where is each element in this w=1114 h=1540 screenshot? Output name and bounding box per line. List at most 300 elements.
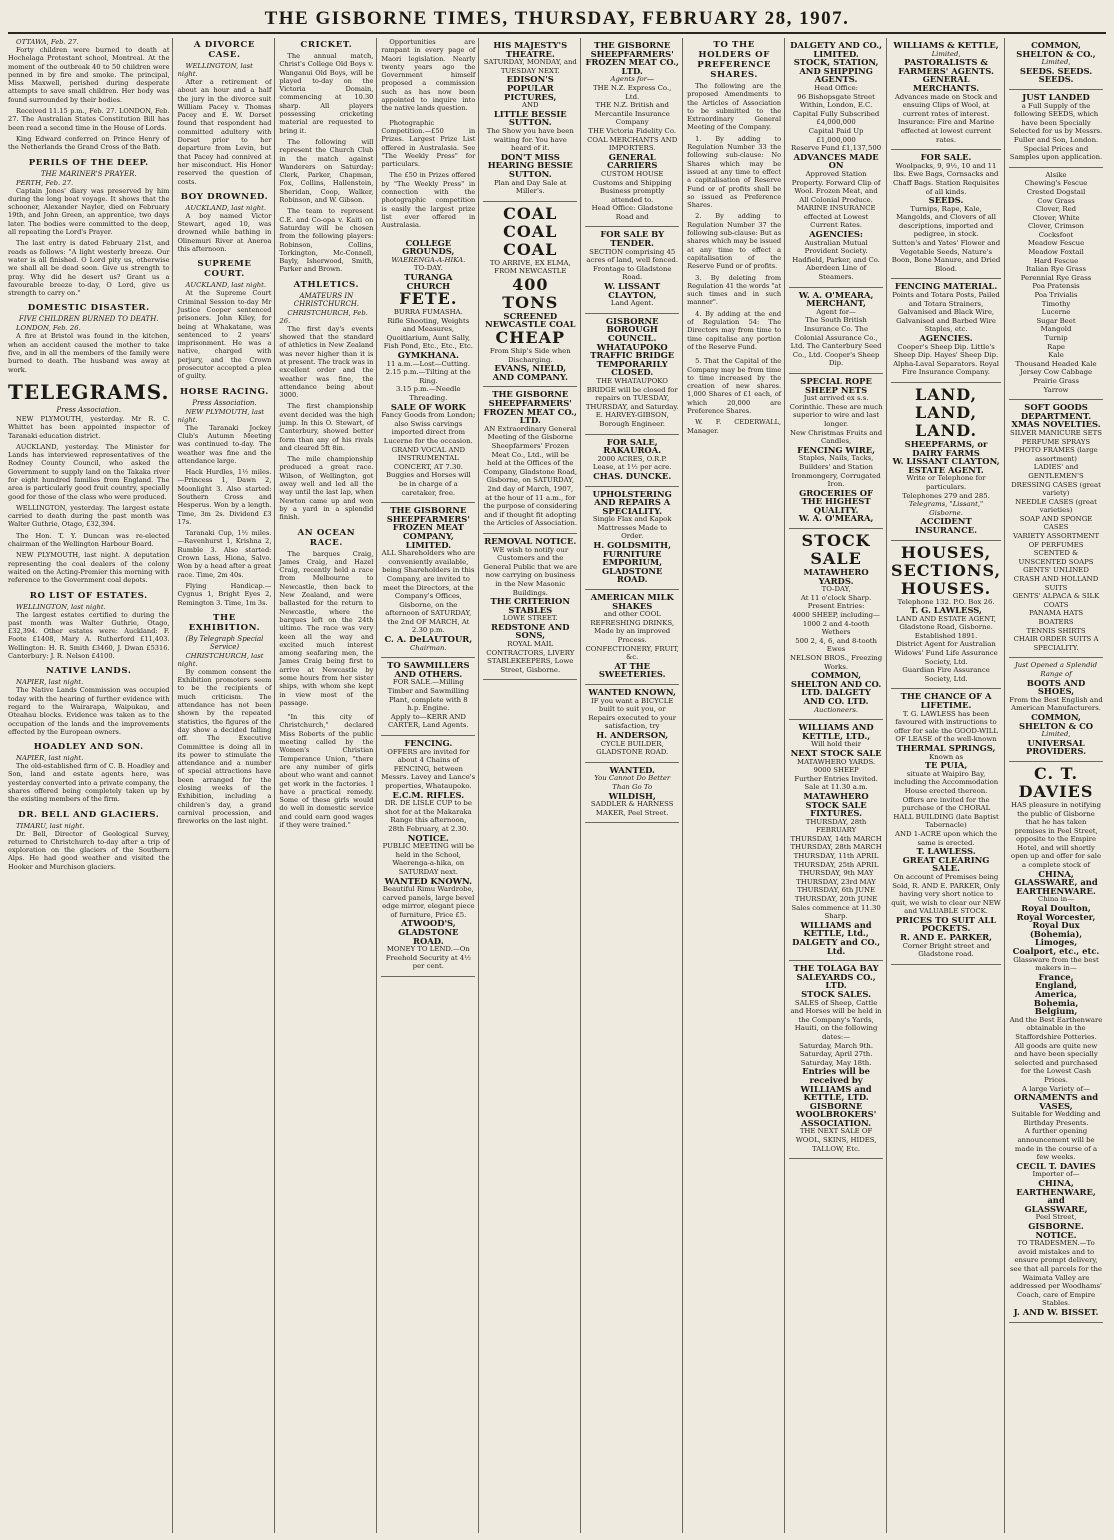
article	[687, 40, 781, 351]
advertisement-line: Just arrived ex s.s. Corinthic. These are much superior to wire and last longer.	[789, 394, 883, 428]
article-body	[279, 52, 373, 274]
article-body	[279, 550, 373, 708]
advertisement-line: SEEDS. SEEDS. SEEDS.	[1019, 65, 1093, 85]
advertisement-line: THE TOLAGA BAY SALEYARDS CO., LTD.	[793, 963, 879, 991]
article-paragraph: The following will represent the Church Club in the match against Wanderers on Saturday: Clerk, Parker, Chapman, Fox, Collins, Hallenstein, Sheridan, Coop, Walker, Robinson, and W. Gibson.	[279, 137, 374, 205]
advertisement-line: OFFERS are invited for about 4 Chains of FENCING, between Messrs. Lavey and Lance's properties, Whataupoko.	[381, 747, 476, 790]
advertisement-line: TO TRADESMEN.—To avoid mistakes and to ensure prompt delivery, see that all parcels for the Waimata Valley are addressed per Woodhams' Coach, care of Empire Stables.	[1010, 1239, 1103, 1308]
article-body	[177, 424, 271, 607]
advertisement-line: Royal Worcester,	[1016, 911, 1096, 922]
article-subheading: Press Association.	[192, 398, 257, 407]
advertisement-line: THE GISBORNE SHEEPFARMERS' FROZEN MEAT COMPANY, LIMITED.	[386, 505, 470, 550]
article-heading: HORSE RACING.	[180, 386, 269, 397]
advertisement	[1009, 762, 1103, 1323]
article-paragraph: The first day's events showed that the standard of athletics in New Zealand was never higher than it is at present. The track was in excellent order and the weather was fine, the attendance being about 3000.	[279, 324, 374, 400]
article-paragraph: NEW PLYMOUTH, yesterday. Mr R. C. Whittet has been appointed inspector of Taranaki education district.	[8, 414, 170, 440]
advertisement-line: Saturday, April 27th.	[799, 1050, 873, 1059]
advertisement-line: and other COOL REFRESHING DRINKS, Made by an improved Process.	[590, 610, 675, 644]
advertisement-line: AGENCIES:	[809, 229, 863, 240]
column-10	[1009, 38, 1106, 1533]
article-body	[8, 415, 169, 585]
advertisement-line: LAND AND ESTATE AGENT, Gladstone Road, Gisborne. Established 1891.	[896, 614, 996, 640]
advertisement-line: GISBORNE.	[1028, 1221, 1084, 1231]
advertisement-line: NEXT STOCK SALE	[790, 747, 882, 758]
advertisement-line: AGENCIES.	[919, 333, 973, 343]
advertisement-line: SCREENED NEWCASTLE COAL	[485, 310, 576, 330]
advertisement-line: GISBORNE WOOLBROKERS' ASSOCIATION.	[795, 1100, 877, 1128]
advertisement-line: BURRA FUMASHA.	[393, 308, 463, 317]
advertisement-line: TO SAWMILLERS AND OTHERS.	[387, 660, 470, 679]
advertisement-line: TO-DAY,	[821, 585, 851, 594]
advertisement-line: Approved Station Property. Forward Clip of Wool. Frozen Meat, and All Colonial Produce.	[791, 169, 881, 204]
advertisement-line: E.C.M. RIFLES.	[392, 789, 465, 800]
advertisement-line: FETE.	[399, 289, 458, 309]
advertisement-line: THE CRITERION STABLES	[490, 596, 570, 615]
advertisement-line: WANTED KNOWN.	[384, 875, 473, 886]
advertisement-line: Known as	[929, 752, 963, 761]
advertisement-line: 9000 SHEEP	[813, 766, 859, 775]
advertisement-line: MATAWHERO YARDS.	[803, 567, 869, 586]
advertisement-line: 96 Bishopsgate Street Within, London, E.C.	[797, 92, 875, 110]
advertisement-line: W. A. O'MEARA,	[798, 513, 874, 524]
article	[687, 357, 781, 435]
article-dateline: WELLINGTON, last night.	[177, 62, 253, 78]
advertisement-line: MERCHANT,	[806, 298, 866, 309]
advertisement-line: From the Best English and American Manufacturers.	[1009, 695, 1103, 713]
advertisement-line: MATAWHERO YARDS.	[797, 757, 876, 766]
advertisement-line: NEEDLE CASES (great varieties)	[1015, 497, 1097, 515]
advertisement-line: EARTHENWARE, and	[1016, 1186, 1096, 1206]
seed-list-item: Mangold	[1040, 325, 1072, 334]
article-subheading: THE MARINER'S PRAYER.	[40, 169, 137, 178]
article-body	[8, 611, 169, 661]
seed-list-item: Yarrow	[1043, 385, 1069, 394]
seed-list-item: Prairie Grass	[1033, 376, 1080, 385]
advertisement-line: FENCING MATERIAL.	[894, 281, 998, 292]
article-body	[8, 762, 169, 803]
article	[177, 259, 271, 380]
advertisement-line: UNIVERSAL PROVIDERS.	[1025, 737, 1087, 757]
advertisement-line: BOOTS AND SHOES,	[1026, 677, 1086, 697]
seed-list-item: Turnip	[1044, 334, 1068, 342]
advertisement-line: CHINA,	[1038, 868, 1074, 879]
advertisement-line: New Christmas Fruits and Candles,	[789, 428, 883, 446]
newspaper-title: THE GISBORNE TIMES, THURSDAY, FEBRUARY 28, 1907.	[264, 8, 850, 29]
article-body	[8, 830, 169, 871]
article	[8, 303, 169, 373]
article-dateline: NAPIER, last night.	[16, 754, 84, 763]
advertisement-line: THURSDAY, 11th APRIL	[793, 852, 879, 861]
advertisement-line: England,	[1035, 980, 1077, 991]
article-paragraph: The mile championship produced a great race. Wilson, of Wellington, got away well and led all the way until the last lap, when Newton came up and won by a yard in a splendid finish.	[279, 455, 374, 522]
article-body	[8, 332, 169, 373]
advertisement-line: E. HARVEY-GIBSON, Borough Engineer.	[595, 411, 669, 428]
advertisement-line: T. LAWLESS.	[916, 846, 976, 857]
advertisement-line: SEEDS.	[928, 195, 964, 206]
article	[177, 387, 271, 607]
advertisement-line: LADIES' and GENTLEMEN'S DRESSING CASES (great variety)	[1011, 463, 1101, 498]
article-body	[8, 686, 169, 736]
article-paragraph: W. F. CEDERWALL, Manager.	[687, 418, 782, 435]
advertisement-line: ESTATE AGENT.	[908, 464, 984, 475]
advertisement-line: Staples, Nails, Tacks, Builders' and Station Ironmongery, Corrugated Iron.	[791, 454, 881, 489]
advertisement-line: On account of Premises being Sold, R. AND E. PARKER, Only having very short notice to quit, we wish to clear our NEW and VALUABLE STOCK.	[891, 872, 1001, 916]
advertisement-line: Turnips, Rape, Kale, Mangolds, and Clovers of all descriptions, imported and pedigree, in stock.	[896, 204, 996, 239]
advertisement-line: THURSDAY, 28th MARCH	[790, 843, 882, 852]
article-body	[177, 212, 271, 253]
article-heading: CRICKET.	[300, 40, 353, 50]
advertisement-line: PRICES TO SUIT ALL POCKETS.	[895, 914, 997, 934]
advertisement-line: FOR SALE BY TENDER.	[600, 229, 665, 249]
advertisement-line: Sales commence at 11.30 Sharp.	[791, 903, 881, 921]
article-paragraph: At the Supreme Court Criminal Session to-day Mr Justice Cooper sentenced prisoners. John Kiley, for being at Whakatane, was sentenced to 2 years' imprisonment. He was a native, charged with perjury, and the Crown prosecutor accepted a plea of guilty.	[177, 289, 272, 381]
advertisement-line: Telephones 279 and 285.	[902, 491, 990, 500]
advertisement-line: Saturday, May 18th.	[800, 1058, 872, 1067]
article-body	[8, 187, 169, 298]
advertisement-line: WILLIAMS & KETTLE,	[893, 40, 999, 50]
advertisement-line: REMOVAL NOTICE.	[484, 535, 577, 546]
advertisement-line: WHATAUPOKO TRAFFIC BRIDGE	[590, 341, 675, 361]
seed-list-item: Italian Rye Grass	[1026, 265, 1086, 274]
seed-list-item: Clover, Red	[1035, 205, 1077, 214]
advertisement-line: COMMON, SHELTON & CO.,	[1016, 40, 1096, 59]
article	[8, 666, 169, 736]
advertisement-line: 1000 2 and 4-tooth Wethers	[802, 619, 870, 637]
advertisement-line: BOATERS	[1038, 618, 1074, 626]
advertisement-line: Royal Dux (Bohemia),	[1029, 920, 1083, 939]
advertisement-line: THERMAL SPRINGS,	[896, 743, 996, 753]
advertisement	[891, 541, 1001, 690]
advertisement	[891, 383, 1001, 541]
advertisement-line: DALGETY AND CO., LIMITED.	[790, 40, 883, 59]
advertisement	[789, 529, 883, 720]
article-paragraph: The last entry is dated February 21st, and reads as follows: "A light westerly breeze. Our water is all finished. O Lord pity us, otherwise we shall all be dead soon. Give us strength to pray. Why did he desert us? Grant us a favourable breeze to-day, O Lord, give us strength to carry on."	[8, 239, 170, 298]
advertisement-line: CUSTOM HOUSE Customs and Shipping Business promptly attended to.	[592, 169, 672, 204]
advertisement-line: The South British Insurance Co. The Colonial Assurance Co., Ltd. The Canterbury Seed Co., Ltd. Cooper's Sheep Dip.	[790, 316, 882, 368]
advertisement-line: THURSDAY, 20th JUNE	[794, 895, 878, 904]
advertisement-line: WAERENGA-A-HIKA.	[391, 255, 466, 264]
advertisement-line: NOTICE.	[1035, 1229, 1077, 1240]
advertisement-line: PERFUME SPRAYS	[1021, 437, 1091, 446]
advertisement-line: COLLEGE GROUNDS,	[402, 237, 455, 257]
advertisement-line: Advances made on Stock and ensuing Clips of Wool, at current rates of interest.	[894, 92, 998, 118]
article-dateline: OTTAWA, Feb. 27.	[16, 38, 79, 46]
advertisement-line: HAS pleasure in notifying the public of Gisborne that he has taken premises in Peel Street, opposite to the Empire Hotel, and will shortly open up and offer for sale a complete stock of	[1010, 800, 1102, 870]
advertisement-line: SILVER MANICURE SETS	[1010, 428, 1102, 437]
advertisement-line: PHOTO FRAMES (large assortment)	[1014, 446, 1098, 463]
advertisement-line: Royal Doulton,	[1021, 903, 1091, 914]
article-subheading: AMATEURS IN CHRISTCHURCH.	[293, 291, 360, 308]
advertisement-line: HOUSES,	[900, 542, 992, 562]
advertisement-line: GENERAL MERCHANTS.	[912, 74, 980, 93]
advertisement-line: CHINA,	[1038, 1178, 1074, 1189]
article-body	[687, 82, 781, 351]
advertisement-line: Head Office: Gladstone Road and	[591, 204, 673, 221]
advertisement-line: Telegrams, "Lissant," Gisborne.	[908, 500, 984, 517]
advertisement-line: ORNAMENTS and VASES,	[1013, 1092, 1099, 1111]
advertisement-line: THURSDAY, 6th JUNE	[797, 886, 876, 895]
advertisement-line: T. G. LAWLESS,	[910, 605, 982, 616]
seed-list-item: Rape	[1047, 342, 1065, 351]
article-paragraph: WELLINGTON, yesterday. The largest estate carried to death during the past month was Walter Guthrie, Otago, £32,394.	[8, 503, 170, 529]
advertisement-line: THE Victoria Fidelity Co.	[588, 126, 677, 135]
article	[279, 40, 373, 274]
advertisement-line: W. LISSANT CLAYTON,	[892, 456, 1000, 467]
advertisement-line: TEMPORARILY CLOSED.	[596, 358, 668, 378]
advertisement	[381, 503, 475, 658]
advertisement-line: Just Opened a Splendid Range of	[1014, 661, 1098, 678]
article-paragraph: A fire at Bristol was found in the kitchen, when an accident caused the mother to take five, and in all the members of the family were burned to death. The husband was away at work.	[8, 332, 170, 374]
advertisement-line: Reserve Fund £1,137,500	[791, 144, 882, 153]
advertisement-line: COAL	[503, 203, 558, 223]
article-paragraph: Hack Hurdles, 1½ miles.—Princess 1, Dawn 2, Moonlight 3. Also started: Southern Cross and Hesperus. Won by a length. Time, 3m 2s. Dividend £3 17s.	[177, 468, 272, 526]
advertisement-line: Beautiful Rimu Wardrobe, carved panels, large bevel edge mirror, elegant piece of furniture, Price £5.	[382, 885, 475, 919]
advertisement-line: GYMKHANA.	[397, 350, 459, 361]
advertisement-line: IF you want a BICYCLE built to suit you, or Repairs executed to your satisfaction, try	[588, 696, 677, 731]
advertisement-line: SOAP AND SPONGE CASES	[1019, 514, 1093, 532]
seed-list-item: Poa Trivialis	[1034, 291, 1078, 300]
seed-list-item: Lucerne	[1041, 308, 1071, 317]
advertisement	[381, 236, 475, 504]
article-paragraph: Taranaki Cup, 1½ miles.—Ravenhurst 1, Krishna 2, Rumble 3. Also started: Crown Lass, Hiona, Salvo. Won by a head after a great race. Time, 2m 40s.	[177, 529, 272, 579]
article-heading: DR. BELL AND GLACIERS.	[18, 809, 160, 820]
article-heading: SUPREME COURT.	[197, 259, 252, 280]
advertisement-line: America,	[1035, 988, 1077, 999]
article-heading: PERILS OF THE DEEP.	[28, 157, 149, 168]
advertisement-line: Points and Totara Posts, Pailed and Totara Strainers, Galvanised and Black Wire, Galvanised and Barbed Wire Staples, etc.	[892, 291, 1000, 334]
advertisement	[585, 685, 679, 763]
advertisement-line: THURSDAY, 14th MARCH	[790, 834, 882, 843]
advertisement-line: THE GISBORNE SHEEPFARMERS' FROZEN MEAT CO., LTD.	[483, 389, 577, 426]
advertisement-line: HOUSES.	[900, 578, 992, 598]
advertisement-line: W. LISSANT CLAYTON,	[604, 281, 661, 300]
article	[177, 40, 271, 186]
article-heading: A DIVORCE CASE.	[193, 40, 255, 60]
advertisement-line: Peel Street,	[1035, 1213, 1077, 1222]
advertisement-line: 400 TONS	[502, 274, 559, 312]
advertisement-line: CYCLE BUILDER, GLADSTONE ROAD.	[596, 739, 669, 757]
advertisement-line: TENNIS SHIRTS	[1026, 626, 1086, 635]
advertisement-line: NOTICE.	[407, 832, 449, 843]
advertisement-line: GROCERIES OF THE HIGHEST QUALITY.	[799, 487, 874, 515]
advertisement-line: HIS MAJESTY'S THEATRE.	[493, 40, 568, 59]
article-dateline: NEW PLYMOUTH, last night.	[177, 407, 265, 424]
advertisement-line: Glassware from the best makers in—	[1013, 955, 1099, 973]
advertisement-line: SECTION comprising 45 acres of land, well fenced. Frontage to Gladstone Road.	[586, 247, 679, 282]
advertisement-line: CHAS. DUNCKE.	[593, 470, 672, 481]
advertisement-line: Agents for—	[610, 75, 654, 84]
seed-list-item: Chewing's Fescue	[1024, 179, 1088, 188]
seed-list-item: Perennial Rye Grass	[1020, 273, 1092, 282]
advertisement-line: 500 2, 4, 6, and 8-tooth Ewes	[795, 636, 877, 654]
advertisement-line: C. T. DAVIES	[1018, 763, 1094, 801]
article	[279, 713, 373, 829]
advertisement-line: H. GOLDSMITH, FURNITURE EMPORIUM, GLADSTONE ROAD.	[593, 540, 672, 585]
advertisement	[789, 288, 883, 374]
advertisement-line: The Show you have been waiting for. You have heard of it.	[486, 126, 574, 153]
article-heading: RO LIST OF ESTATES.	[29, 590, 148, 601]
advertisement-line: GLASSWARE,	[1024, 1203, 1088, 1214]
advertisement	[483, 202, 577, 388]
article-heading: ATHLETICS.	[293, 279, 360, 290]
advertisement-line: All goods are quite new and have been specially selected and purchased for the Lowest Cash Prices.	[1014, 1041, 1098, 1084]
article	[8, 380, 169, 585]
advertisement-line: Telephone 132. P.O. Box 26.	[897, 597, 995, 606]
seed-list-item: Clover, White	[1032, 213, 1080, 222]
advertisement	[381, 658, 475, 736]
seed-list-item: Kale	[1048, 351, 1064, 360]
article-paragraph: 2. By adding to Regulation Number 37 the following sub-clause: But as shares which may be issued at any time to effect a capitalisation of the Reserve Fund or of profits.	[687, 212, 782, 271]
advertisement-line: THURSDAY, 23rd MAY	[796, 877, 876, 886]
advertisement-line: THE GISBORNE SHEEPFARMERS' FROZEN MEAT CO., LTD.	[585, 40, 679, 76]
advertisement-line: 2000 ACRES, O.R.P. Lease, at 1½ per acre.	[592, 454, 672, 472]
seed-list-item: Sugar Beet	[1036, 316, 1076, 325]
advertisement-line: THURSDAY, 9th MAY	[798, 869, 874, 878]
advertisement-line: LITTLE BESSIE SUTTON.	[493, 108, 567, 128]
advertisement-line: EVANS, NIELD, AND COMPANY.	[492, 363, 568, 382]
article-paragraph: The following are the proposed Amendments to the Articles of Association to be submitted to the Extraordinary General Meeting of the Company.	[687, 82, 782, 132]
advertisement-line: Woolpacks, 9, 9½, 10 and 11 lbs. Ewe Bags, Cornsacks and Chaff Bags. Station Requisites of all kinds.	[892, 161, 1000, 196]
advertisement-line: Saturday, March 9th.	[799, 1041, 874, 1050]
article-dateline: LONDON, Feb. 26.	[16, 324, 81, 333]
advertisement-line: 3.15 p.m.—Needle Threading.	[396, 385, 461, 403]
columns	[8, 38, 1106, 1533]
advertisement-line: CECIL T. DAVIES	[1016, 1160, 1096, 1171]
advertisement-line: COMMON, SHELTON AND CO. LTD. DALGETY AND CO. LTD.	[790, 670, 882, 706]
article-paragraph: The first championship event decided was the high jump. In this O. Stewart, of Canterbury, showed better form than any of his rivals and cleared 5ft 8in.	[279, 402, 374, 452]
article	[8, 810, 169, 871]
article-dateline: CHRISTCHURCH, last night.	[177, 651, 264, 668]
article-heading: HOADLEY AND SON.	[33, 742, 144, 753]
article-heading: DOMESTIC DISASTER.	[27, 303, 150, 314]
article-dateline: NAPIER, last night.	[16, 678, 84, 687]
advertisement	[585, 227, 679, 313]
article-dateline: AUCKLAND, last night.	[185, 203, 267, 212]
advertisement-line: FENCING WIRE,	[797, 444, 876, 455]
seed-list-item: Cow Grass	[1037, 196, 1075, 205]
advertisement	[483, 534, 577, 681]
advertisement-line: AT THE SWEETERIES.	[598, 660, 666, 680]
advertisement-line: ALL Shareholders who are conveniently available, being Shareholders in this Company, are invited to meet the Directors, at the Company's Offices, Gisborne, on the afternoon of SATURDAY, the 2nd OF MARCH, At 2.30 p.m.	[381, 549, 476, 635]
advertisement-line: Apply to—KERR AND CARTER, Land Agents.	[388, 712, 469, 730]
article-dateline: PERTH, Feb. 27.	[16, 178, 74, 187]
advertisement-line: WANTED.	[609, 764, 655, 775]
article-body	[279, 713, 373, 829]
seed-list-item: Meadow Fescue	[1027, 239, 1085, 248]
article-paragraph: The Native Lands Commission was occupied today with the hearing of further evidence with regard to the Wairarapa, Waipukau, and Oteahau blocks. Evidence was taken as to the occupation of the lands and the improvements effected by the European owners.	[8, 686, 170, 736]
advertisement-line: GENERAL CARRIERS	[607, 151, 658, 171]
column-1	[8, 38, 173, 1533]
advertisement-line: J. AND W. BISSET.	[1013, 1306, 1099, 1317]
advertisement-line: H. ANDERSON,	[596, 729, 669, 740]
advertisement	[585, 435, 679, 487]
article-paragraph: By common consent the Exhibition promoters seem to be the recipients of much criticism. The attendance has not been shown by the repeated statistics, the figures of the day show a decided falling off. The Executive Committee is doing all in its power to stimulate the attendance and a number of special attractions have been arranged for the closing weeks of the Exhibition, including a children's day, a grand carnival procession, and fireworks on the last night.	[177, 667, 272, 826]
advertisement	[789, 38, 883, 288]
seed-list-item: Poa Pratensis	[1032, 282, 1080, 291]
advertisement-line: Limoges,	[1034, 937, 1078, 948]
article-dateline: TIMARU, last night.	[16, 821, 85, 830]
advertisement-line: MARINE INSURANCE effected at Lowest Current Rates.	[796, 204, 876, 230]
advertisement-line: ACCIDENT INSURANCE.	[915, 516, 978, 535]
advertisement	[381, 736, 475, 977]
advertisement-line: SALE OF WORK	[390, 401, 466, 412]
advertisement-line: situate at Waipiro Bay, including the Accommodation House erected thereon.	[893, 769, 999, 795]
column-9	[891, 38, 1005, 1533]
advertisement	[891, 150, 1001, 279]
advertisement-line: SALES of Sheep, Cattle and Horses will be held in the Company's Yards, Hauiti, on the following dates:—	[790, 998, 882, 1041]
article-paragraph: Photographic Competition.—£50 in Prizes. Largest Prize List offered in Australasia. See "The Weekly Press" for particulars.	[381, 118, 476, 169]
advertisement-line: Fancy Goods from London; also Swiss carvings imported direct from Lucerne for the occasion.	[381, 411, 476, 445]
column-7	[687, 38, 785, 1533]
article-paragraph: 5. That the Capital of the Company may be from time to time increased by the creation of new shares. 1,000 Shares of £1 each, of which 20,000 are Preference Shares.	[687, 357, 782, 415]
article-paragraph: The Taranaki Jockey Club's Autumn Meeting was continued to-day. The weather was fine and the attendance large.	[177, 423, 272, 465]
advertisement-line: Belgium,	[1034, 1006, 1078, 1017]
advertisement-line: Land Agent.	[610, 299, 654, 308]
article-paragraph: The largest estates certified to during the past month was Walter Guthrie, Otago, £32,394. Other estates were: Auckland: F. Foote £1408, Mary A. Rutherford £11,403. Wellington: H. R. Smith £3460, J. Dwan £5316. Canterbury: J. R. Nelson £4100.	[8, 610, 170, 661]
article	[8, 591, 169, 661]
advertisement-line: You Cannot Do Better Than Go To	[594, 774, 671, 791]
advertisement	[585, 487, 679, 591]
advertisement-line: Special Prices and Samples upon application.	[1009, 144, 1103, 162]
advertisement-line: And the Best Earthenware obtainable in the Staffordshire Potteries.	[1009, 1015, 1103, 1041]
advertisement-line: PANAMA HATS	[1028, 609, 1084, 618]
advertisement-line: VARIETY ASSORTMENT OF PERFUMES	[1012, 532, 1100, 549]
advertisement-line: GENTS' UNLINED CRASH AND HOLLAND SUITS	[1013, 566, 1099, 592]
advertisement	[1009, 658, 1103, 762]
seed-list	[1009, 168, 1103, 400]
article-paragraph: Forty children were burned to death at Hochelaga Protestant school, Montreal. At the moment of the outbreak 40 to 50 children were penned in by fire and smoke. The principal, Miss Maxwell, perished during desperate attempts to save small children. Her body was found surrounded by their bodies.	[8, 46, 170, 104]
advertisement-line: CONFECTIONERY, FRUIT, &c.	[585, 644, 679, 662]
advertisement	[585, 38, 679, 227]
advertisement-line: At 11 o'clock Sharp.	[800, 593, 872, 602]
article-paragraph: AUCKLAND, yesterday. The Minister for Lands has interviewed representatives of the Rodney County Council, who asked the Government to supply land on the Takaka river for eight hundred families from England. The area is particularly good fruit country, specially good for those of the class who were produced.	[8, 442, 170, 501]
article-body	[279, 325, 373, 522]
article-dateline: AUCKLAND, last night.	[185, 281, 267, 290]
seed-list-item: Cocksfoot	[1038, 230, 1074, 239]
article-paragraph: King Edward conferred on Prince Henry of the Netherlands the Grand Cross of the Bath.	[8, 134, 170, 152]
article-body	[177, 668, 271, 826]
article-paragraph: The annual match, Christ's College Old Boys v. Wanganui Old Boys, will be played to-day on the Victoria Domain, commencing at 10.30 sharp. All players possessing cricketing material are requested to bring it.	[279, 52, 374, 135]
seed-list-item: Hard Fescue	[1033, 256, 1079, 265]
advertisement-line: EDISON'S POPULAR PICTURES,	[504, 74, 557, 102]
seed-list-item: Meadow Foxtail	[1028, 248, 1084, 257]
seed-list-item: Thousand Headed Kale	[1015, 359, 1097, 368]
article-heading: TO THE HOLDERS OF PREFERENCE SHARES.	[697, 40, 772, 80]
advertisement-line: District Agent for Australian Widows' Fund Life Assurance Society, Ltd.	[894, 640, 998, 666]
advertisement-line: COAL	[503, 239, 558, 259]
article	[177, 613, 271, 826]
advertisement	[1009, 38, 1103, 90]
advertisement-line: JUST LANDED	[1022, 91, 1090, 102]
advertisement-line: COAL MERCHANTS AND IMPORTERS.	[587, 135, 678, 153]
article-paragraph: 1. By adding to Regulation Number 33 the following sub-clause: No Shares which may be issued at any time to effect a capitalisation of Reserve Fund or of profits shall be so issued as Preference Shares.	[687, 134, 782, 210]
advertisement-line: DR. DE LISLE CUP to be shot for at the Makaraka Range this afternoon, 28th February, at 2.30.	[384, 799, 472, 833]
advertisement	[585, 590, 679, 685]
advertisement	[585, 763, 679, 824]
article-paragraph: Received 11.15 p.m., Feb. 27. LONDON, Feb. 27. The Australian States Constitution Bill has been read a second time in the House of Lords.	[8, 107, 170, 132]
advertisement-line: Entries will be received by WILLIAMS and KETTLE, LTD.	[800, 1066, 872, 1103]
advertisement-line: THURSDAY, 25th APRIL	[793, 860, 879, 869]
advertisement-line: XMAS NOVELTIES.	[1011, 419, 1101, 430]
advertisement-line: LAND.	[914, 420, 978, 440]
advertisement-line: DON'T MISS HEARING BESSIE SUTTON.	[487, 151, 573, 179]
article-subheading: Press Association.	[56, 405, 121, 414]
advertisement-line: GENTS' ALPACA & SILK COATS	[1012, 592, 1100, 609]
article-body	[177, 289, 271, 380]
advertisement-line: Head Office:	[814, 83, 858, 92]
advertisement-line: 4000 SHEEP, including—	[792, 611, 880, 620]
advertisement	[891, 279, 1001, 383]
